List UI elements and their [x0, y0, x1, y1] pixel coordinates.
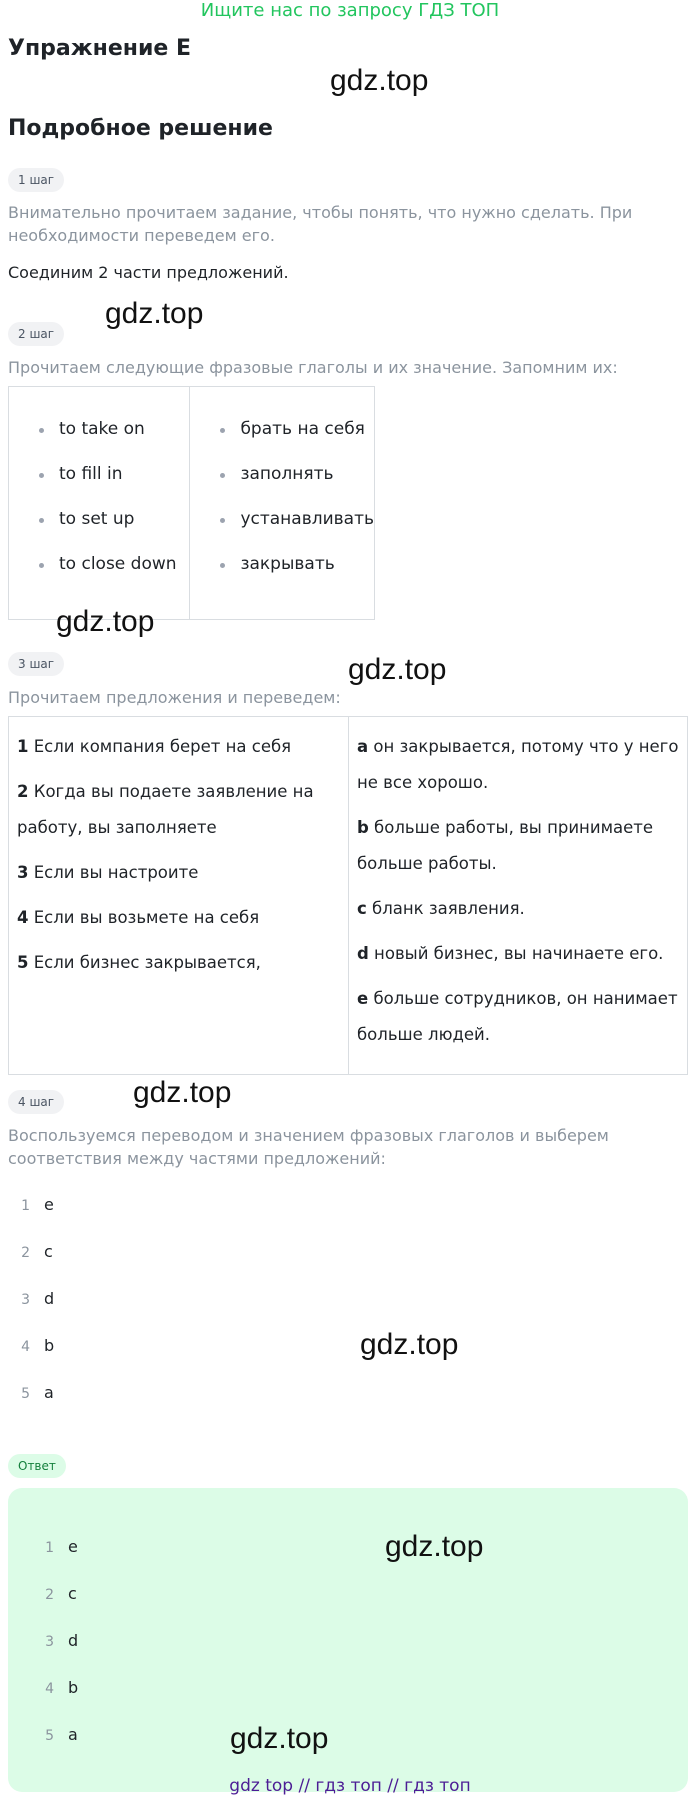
list-item: 1 e — [45, 1537, 78, 1556]
sentences-table — [8, 716, 688, 1075]
step1-badge — [8, 168, 64, 192]
list-item: 4 b — [21, 1336, 55, 1355]
list-item: устанавливать — [216, 497, 374, 542]
exercise-title: Упражнение E — [8, 36, 191, 61]
watermark: gdz.top — [360, 1328, 459, 1361]
step1-instruction: Внимательно прочитаем задание, чтобы понять, что нужно сделать. При необходимости переведем его. — [8, 203, 633, 245]
sentence-part: c бланк заявления. — [357, 899, 525, 918]
sentence-part: 2 Когда вы подаете заявление на работу, вы заполняете — [17, 782, 314, 837]
list-item: 3 d — [45, 1631, 79, 1650]
step2-instruction: Прочитаем следующие фразовые глаголы и их значение. Запомним их: — [8, 358, 618, 377]
answer-list — [32, 1524, 78, 1759]
list-item: to take on — [35, 407, 189, 452]
answer-box — [8, 1488, 688, 1792]
list-item: 4 b — [45, 1678, 79, 1697]
list-item: to fill in — [35, 452, 189, 497]
watermark: gdz.top — [56, 605, 155, 638]
left-parts-cell — [9, 717, 349, 1075]
sentence-part: 4 Если вы возьмете на себя — [17, 908, 260, 927]
list-item: 2 c — [45, 1584, 77, 1603]
solution-title: Подробное решение — [8, 116, 273, 141]
step3-instruction: Прочитаем предложения и переведем: — [8, 688, 341, 707]
sentence-part: b больше работы, вы принимаете больше работы. — [357, 818, 654, 873]
list-item: 2 c — [21, 1242, 53, 1261]
answer-label: Ответ — [8, 1454, 66, 1478]
watermark: gdz.top — [133, 1076, 232, 1109]
step1-text: Соединим 2 части предложений. — [8, 263, 289, 282]
list-item: 5 a — [21, 1383, 54, 1402]
list-item: брать на себя — [216, 407, 374, 452]
list-item: заполнять — [216, 452, 374, 497]
step2-badge — [8, 322, 64, 346]
list-item: 1 e — [21, 1195, 54, 1214]
sentence-part: 3 Если вы настроите — [17, 863, 199, 882]
list-item: to set up — [35, 497, 189, 542]
step2-label: 2 шаг — [8, 322, 64, 346]
sentence-part: e больше сотрудников, он нанимает больше людей. — [357, 989, 678, 1044]
step4-label: 4 шаг — [8, 1090, 64, 1114]
watermark: gdz.top — [230, 1722, 329, 1755]
meanings-list — [190, 387, 374, 607]
step1-label: 1 шаг — [8, 168, 64, 192]
step3-badge — [8, 652, 64, 676]
list-item: 5 a — [45, 1725, 78, 1744]
list-item: закрывать — [216, 542, 374, 587]
step3-label: 3 шаг — [8, 652, 64, 676]
sentence-part: a он закрывается, потому что у него не все хорошо. — [357, 737, 679, 792]
watermark: gdz.top — [330, 64, 429, 97]
step4-list — [8, 1182, 54, 1417]
answer-badge — [8, 1454, 66, 1478]
list-item: 3 d — [21, 1289, 55, 1308]
verbs-cell — [9, 387, 190, 620]
sentence-part: 5 Если бизнес закрывается, — [17, 953, 261, 972]
step4-badge — [8, 1090, 64, 1114]
watermark: gdz.top — [348, 653, 447, 686]
list-item: to close down — [35, 542, 189, 587]
sentence-part: 1 Если компания берет на себя — [17, 737, 292, 756]
phrasal-verbs-table — [8, 386, 375, 620]
watermark: gdz.top — [105, 297, 204, 330]
meanings-cell — [190, 387, 375, 620]
top-banner: Ищите нас по запросу ГДЗ ТОП — [200, 0, 500, 21]
watermark: gdz.top — [385, 1530, 484, 1563]
footer-links[interactable]: gdz top // гдз топ // гдз топ — [229, 1776, 471, 1796]
verbs-list — [9, 387, 189, 607]
right-parts-cell — [349, 717, 688, 1075]
sentence-part: d новый бизнес, вы начинаете его. — [357, 944, 664, 963]
step4-instruction: Воспользуемся переводом и значением фразовых глаголов и выберем соответствия между частями предложений: — [8, 1126, 609, 1168]
